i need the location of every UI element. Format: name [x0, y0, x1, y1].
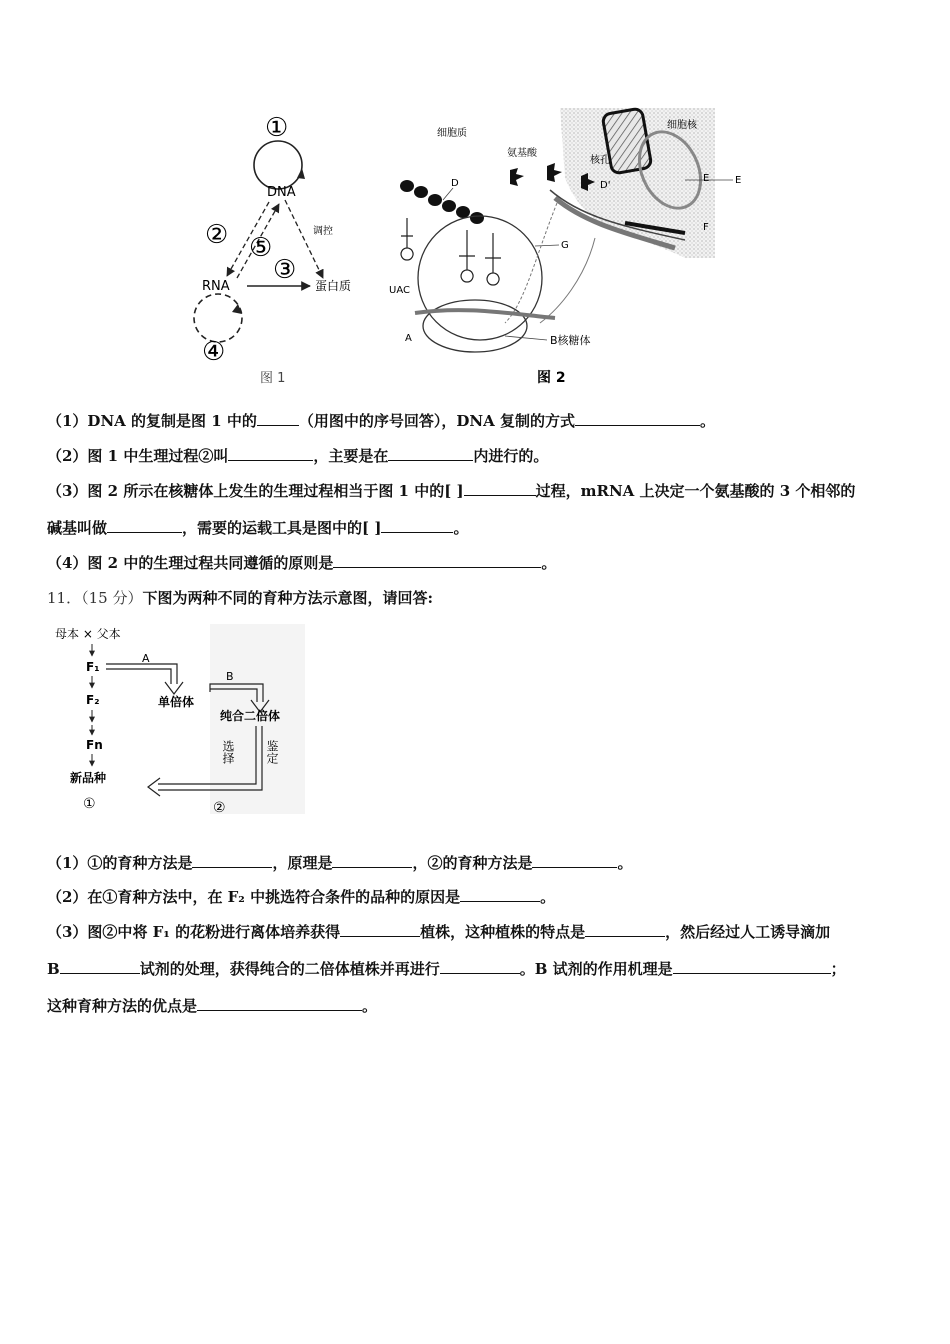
q11-part2: （2）在①育种方法中，在 F₂ 中挑选符合条件的品种的原因是 。 — [47, 888, 556, 906]
label-e-inside: E — [703, 173, 710, 184]
q11-heading: 11．（15 分）下图为两种不同的育种方法示意图，请回答: — [47, 589, 433, 607]
label-a-arrow: A — [142, 652, 150, 665]
label-a: A — [405, 333, 412, 344]
node-rna: RNA — [202, 279, 230, 294]
q10-part2: （2）图 1 中生理过程②叫 ，主要是在 内进行的。 — [47, 447, 549, 465]
label-f: F — [703, 222, 709, 233]
label-b-arrow: B — [226, 670, 234, 683]
blank[interactable] — [460, 887, 540, 902]
q10-part3: （3）图 2 所示在核糖体上发生的生理过程相当于图 1 中的[ ] 过程，mRNA 上决定一个氨基酸的 3 个相邻的 — [47, 482, 856, 500]
blank[interactable] — [197, 996, 362, 1011]
replication-circle — [254, 141, 302, 189]
fig1-caption: 图 1 — [260, 371, 286, 386]
new-variety-label: 新品种 — [70, 771, 107, 785]
blank[interactable] — [532, 853, 617, 868]
haploid-label: 单倍体 — [158, 695, 195, 709]
q11-part3-cont: B 试剂的处理，获得纯合的二倍体植株并再进行 。B 试剂的作用机理是 ； — [47, 960, 846, 978]
blank[interactable] — [585, 922, 665, 937]
blank[interactable] — [332, 853, 412, 868]
figure-2-translation — [385, 108, 742, 390]
num-4: ④ — [202, 337, 226, 367]
q11-part1: （1）①的育种方法是 ，原理是 ，②的育种方法是 。 — [47, 854, 633, 872]
label-e: E — [735, 175, 742, 186]
blank[interactable] — [192, 853, 272, 868]
select-label: 选择 — [221, 740, 235, 764]
node-dna: DNA — [267, 185, 296, 200]
mrna-strand — [415, 310, 555, 318]
blank[interactable] — [333, 553, 541, 568]
label-nucleus: 细胞核 — [667, 120, 697, 131]
q10-part3-cont: 碱基叫做 ，需要的运载工具是图中的[ ] 。 — [47, 519, 469, 537]
parents-label: 母本 × 父本 — [55, 627, 121, 641]
num-5: ⑤ — [249, 233, 273, 263]
blank[interactable] — [575, 411, 700, 426]
polypeptide-chain — [400, 180, 484, 224]
q10-part1: （1）DNA 的复制是图 1 中的 （用图中的序号回答），DNA 复制的方式 。 — [47, 412, 716, 430]
label-d-prime: D' — [600, 180, 611, 191]
rna-replication-circle — [194, 294, 242, 342]
q10-part4: （4）图 2 中的生理过程共同遵循的原则是 。 — [47, 554, 557, 572]
label-d: D — [451, 178, 459, 189]
f2-label: F₂ — [86, 693, 100, 707]
label-control: 调控 — [313, 226, 333, 237]
diagram-num-2: ② — [213, 800, 226, 816]
breeding-diagram — [50, 622, 310, 822]
q11-part3: （3）图②中将 F₁ 的花粉进行离体培养获得 植株，这种植株的特点是 ，然后经过人工诱导滴加 — [47, 923, 831, 941]
label-anticodon: UAC — [389, 285, 410, 296]
blank[interactable] — [60, 959, 140, 974]
pure-diploid-label: 纯合二倍体 — [220, 709, 281, 723]
identify-label: 鉴定 — [265, 740, 279, 764]
blank[interactable] — [381, 518, 453, 533]
diagram-num-1: ① — [83, 796, 96, 812]
num-1: ① — [265, 113, 289, 143]
blank[interactable] — [107, 518, 182, 533]
blank[interactable] — [673, 959, 831, 974]
label-g: G — [561, 240, 569, 251]
f1-label: F₁ — [86, 660, 100, 674]
figure-1-central-dogma — [185, 108, 370, 390]
num-3: ③ — [273, 255, 297, 285]
label-cytoplasm: 细胞质 — [437, 128, 467, 139]
fn-label: Fn — [86, 738, 103, 752]
label-amino-acid: 氨基酸 — [507, 148, 537, 159]
blank[interactable] — [228, 446, 313, 461]
q11-part3-advantage: 这种育种方法的优点是 。 — [47, 997, 378, 1015]
fig2-caption: 图 2 — [537, 370, 566, 386]
blank[interactable] — [464, 481, 536, 496]
ribosome — [418, 216, 542, 340]
blank[interactable] — [340, 922, 420, 937]
label-ribosome: B核糖体 — [550, 334, 591, 347]
blank[interactable] — [440, 959, 520, 974]
trna-molecules — [401, 218, 501, 285]
blank[interactable] — [257, 411, 299, 426]
node-protein: 蛋白质 — [315, 279, 352, 293]
label-pore: 核孔 — [590, 155, 610, 166]
blank[interactable] — [388, 446, 473, 461]
num-2: ② — [205, 220, 229, 250]
